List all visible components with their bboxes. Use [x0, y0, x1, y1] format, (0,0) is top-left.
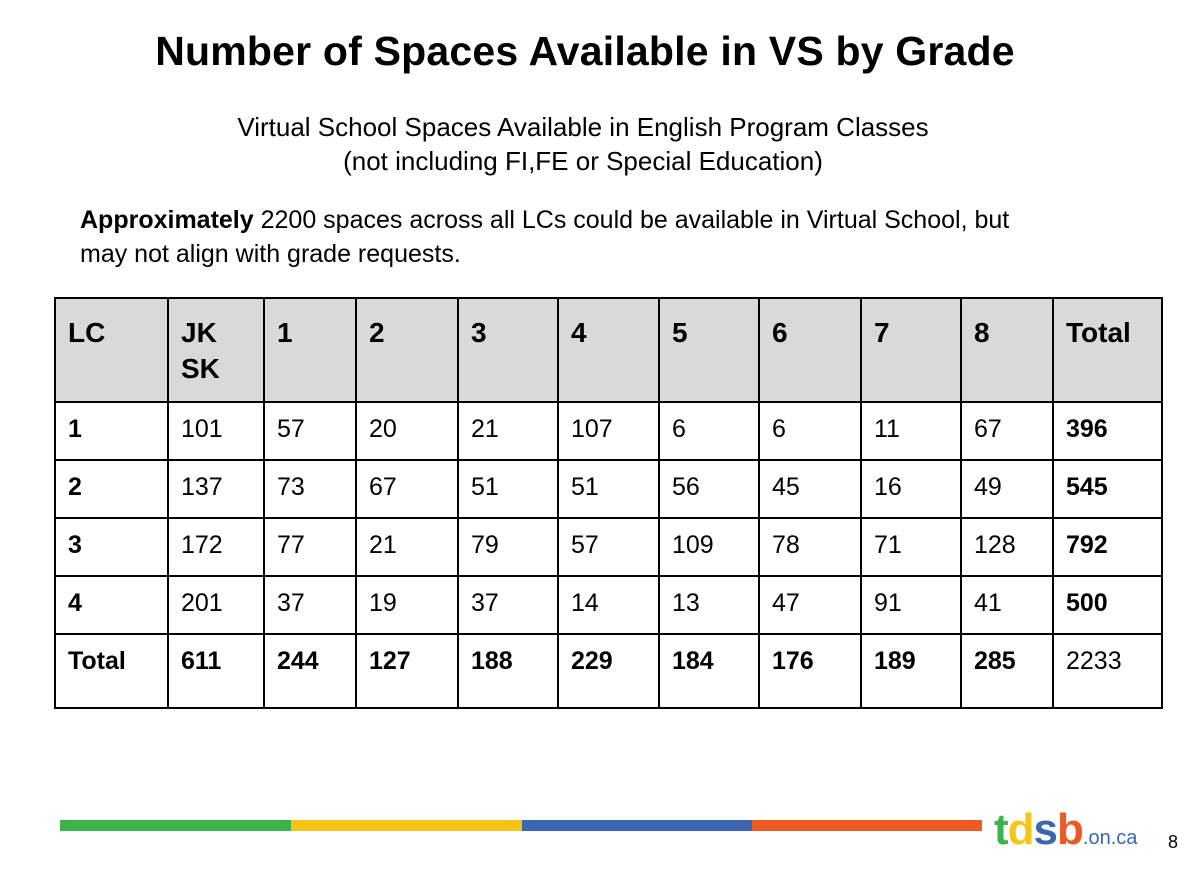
table-cell: 16: [861, 460, 961, 518]
spaces-table: [54, 297, 1163, 709]
table-cell: 13: [659, 576, 759, 634]
table-cell: 37: [458, 576, 558, 634]
table-cell: 201: [168, 576, 264, 634]
tdsb-logo: [994, 806, 1137, 862]
subtitle-line-1: Virtual School Spaces Available in English Program Classes: [237, 112, 929, 142]
table-cell: 45: [759, 460, 861, 518]
table-header-row: [55, 298, 1162, 402]
subtitle-line-2: (not including FI,FE or Special Education): [343, 146, 823, 176]
footer-bar-yellow: [291, 820, 522, 831]
table-cell: 67: [961, 402, 1053, 460]
total-label-cell: Total: [55, 634, 168, 708]
column-header: 6: [759, 298, 861, 402]
table-cell: 56: [659, 460, 759, 518]
table-total-row: [55, 634, 1162, 708]
table-cell: 107: [558, 402, 659, 460]
column-header: 3: [458, 298, 558, 402]
table-cell: 57: [558, 518, 659, 576]
table-cell: 37: [264, 576, 356, 634]
table-cell: 21: [458, 402, 558, 460]
column-header: 2: [356, 298, 458, 402]
column-total-cell: 229: [558, 634, 659, 708]
logo-letter-t: t: [994, 805, 1008, 854]
table-cell: 128: [961, 518, 1053, 576]
slide-subtitle: [0, 110, 1166, 178]
footer-bar-orange: [752, 820, 982, 831]
column-header: LC: [55, 298, 168, 402]
column-total-cell: 2233: [1053, 634, 1162, 708]
table-cell: 47: [759, 576, 861, 634]
footer-bar-blue: [522, 820, 752, 831]
column-total-cell: 127: [356, 634, 458, 708]
table-cell: 51: [458, 460, 558, 518]
table-row: [55, 518, 1162, 576]
table-cell: 101: [168, 402, 264, 460]
table-cell: 67: [356, 460, 458, 518]
table-cell: 57: [264, 402, 356, 460]
table-cell: 91: [861, 576, 961, 634]
table-row: [55, 402, 1162, 460]
logo-letter-d: d: [1007, 805, 1034, 854]
row-total-cell: 500: [1053, 576, 1162, 634]
table-cell: 137: [168, 460, 264, 518]
slide-title: Number of Spaces Available in VS by Grade: [155, 28, 1015, 74]
column-header: JK SK: [168, 298, 264, 402]
row-total-cell: 792: [1053, 518, 1162, 576]
page-number: 8: [1167, 832, 1178, 852]
logo-suffix: .on.ca: [1082, 827, 1138, 849]
table-row: [55, 576, 1162, 634]
table-cell: 6: [659, 402, 759, 460]
column-header: Total: [1053, 298, 1162, 402]
table-cell: 79: [458, 518, 558, 576]
table-cell: 41: [961, 576, 1053, 634]
column-total-cell: 244: [264, 634, 356, 708]
table-cell: 49: [961, 460, 1053, 518]
note-text: 2200 spaces across all LCs could be available in Virtual School, but may not align with grade requests.: [80, 206, 1010, 268]
column-header: 5: [659, 298, 759, 402]
table-cell: 19: [356, 576, 458, 634]
table-cell: 20: [356, 402, 458, 460]
table-cell: 6: [759, 402, 861, 460]
column-header: 1: [264, 298, 356, 402]
table-cell: 78: [759, 518, 861, 576]
column-total-cell: 611: [168, 634, 264, 708]
table-cell: 77: [264, 518, 356, 576]
logo-letter-b: b: [1057, 805, 1083, 854]
table-cell: 21: [356, 518, 458, 576]
row-total-cell: 545: [1053, 460, 1162, 518]
table-cell: 51: [558, 460, 659, 518]
table-cell: 109: [659, 518, 759, 576]
row-total-cell: 396: [1053, 402, 1162, 460]
lc-label-cell: 1: [55, 402, 168, 460]
logo-letter-s: s: [1033, 805, 1058, 854]
table-cell: 73: [264, 460, 356, 518]
table-cell: 14: [558, 576, 659, 634]
lc-label-cell: 3: [55, 518, 168, 576]
table-cell: 11: [861, 402, 961, 460]
note-bold-lead: Approximately: [80, 206, 254, 234]
column-total-cell: 189: [861, 634, 961, 708]
footer-bar-green: [60, 820, 291, 831]
column-total-cell: 184: [659, 634, 759, 708]
table-cell: 172: [168, 518, 264, 576]
table-cell: 71: [861, 518, 961, 576]
column-total-cell: 176: [759, 634, 861, 708]
column-header: 4: [558, 298, 659, 402]
lc-label-cell: 2: [55, 460, 168, 518]
lc-label-cell: 4: [55, 576, 168, 634]
table-row: [55, 460, 1162, 518]
column-header: 7: [861, 298, 961, 402]
column-total-cell: 285: [961, 634, 1053, 708]
column-total-cell: 188: [458, 634, 558, 708]
column-header: 8: [961, 298, 1053, 402]
approximation-note: [80, 203, 1030, 271]
